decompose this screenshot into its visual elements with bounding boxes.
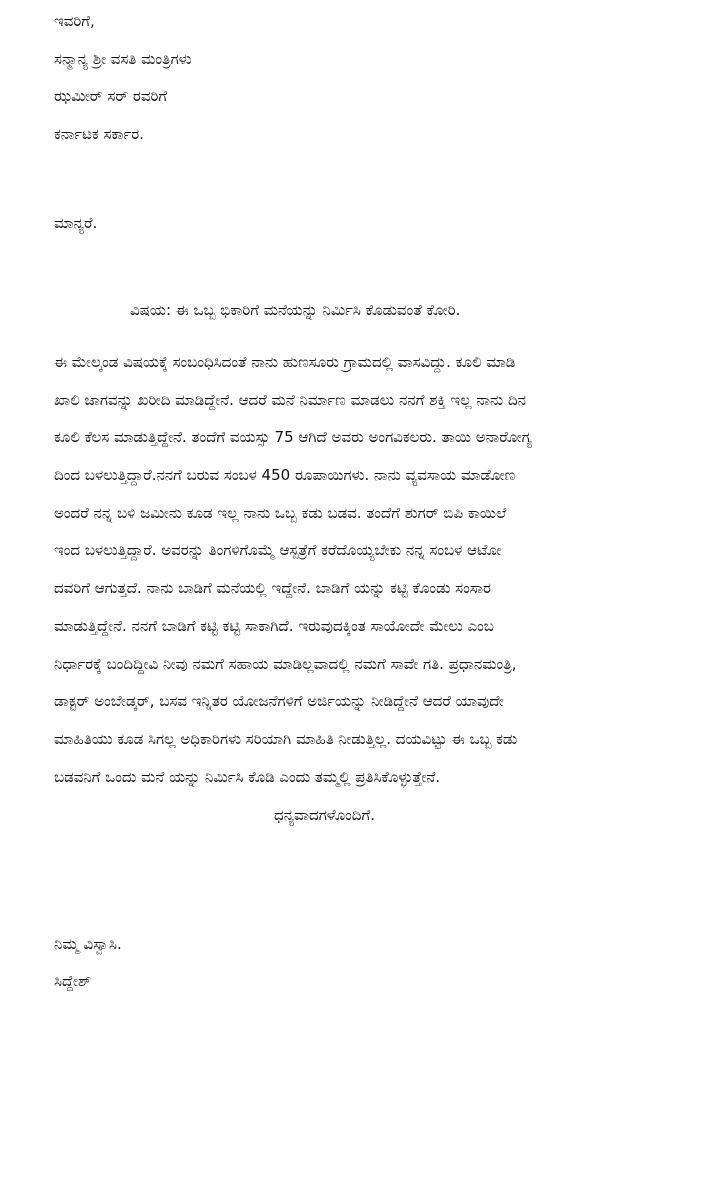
body-line-3: ಕೂಲಿ ಕೆಲಸ ಮಾಡುತ್ತಿದ್ದೇನೆ. ತಂದೆಗೆ ವಯಸ್ಸು 75 ಆಗಿದೆ ಅವರು ಅಂಗವಿಕಲರು. ತಾಯಿ ಅನಾರೋಗ್ಯ — [54, 428, 532, 447]
body-line-6: ಇಂದ ಬಳಲುತ್ತಿದ್ದಾರೆ. ಅವರನ್ನು ತಿಂಗಳಿಗೊಮ್ಮೆ ಆಸ್ಪತ್ರೆಗೆ ಕರೆದೊಯ್ಯಬೇಕು ನನ್ನ ಸಂಬಳ ಆಟೋ — [54, 541, 502, 560]
recipient-line-3: ಝಮೀರ್ ಸರ್ ರವರಿಗೆ — [54, 87, 168, 105]
body-line-7: ದವರಿಗೆ ಆಗುತ್ತದೆ. ನಾನು ಬಾಡಿಗೆ ಮನೆಯಲ್ಲಿ ಇದ್ದೇನೆ. ಬಾಡಿಗೆ ಯನ್ನು ಕಟ್ಟಿ ಕೊಂಡು ಸಂಸಾರ — [54, 579, 491, 598]
body-line-12: ಬಡವನಿಗೆ ಒಂದು ಮನೆ ಯನ್ನು ನಿರ್ಮಿಸಿ ಕೊಡಿ ಎಂದು ತಮ್ಮಲ್ಲಿ ಪ್ರತಿಸಿಕೊಳ್ಳುತ್ತೇನೆ. — [54, 767, 441, 786]
signature-name: ಸಿದ್ದೇಶ್ — [54, 972, 92, 990]
letter-body — [54, 344, 674, 796]
body-line-5: ಅಂದರೆ ನನ್ನ ಬಳಿ ಜಮೀನು ಕೂಡ ಇಲ್ಲ ನಾನು ಒಬ್ಬ ಕಡು ಬಡವ. ತಂದೆಗೆ ಶುಗರ್ ಬಿಪಿ ಕಾಯಿಲೆ — [54, 503, 507, 522]
closing-line: ನಿಮ್ಮ ವಿಸ್ವಾಸಿ. — [54, 935, 122, 953]
body-line-9: ನಿರ್ಧಾರಕ್ಕೆ ಬಂದಿದ್ದೀವಿ ನೀವು ನಮಗೆ ಸಹಾಯ ಮಾಡಿಲ್ಲವಾದಲ್ಲಿ ನಮಗೆ ಸಾವೇ ಗತಿ. ಪ್ರಧಾನಮಂತ್ರಿ, — [54, 654, 517, 673]
body-line-8: ಮಾಡುತ್ತಿದ್ದೇನೆ. ನನಗೆ ಬಾಡಿಗೆ ಕಟ್ಟಿ ಕಟ್ಟಿ ಸಾಕಾಗಿದೆ. ಇರುವುದಕ್ಕಿಂತ ಸಾಯೋದೇ ಮೇಲು ಎಂಬ — [54, 616, 494, 635]
recipient-line-2: ಸನ್ಮಾನ್ಯ ಶ್ರೀ ವಸತಿ ಮಂತ್ರಿಗಳು — [54, 50, 192, 68]
recipient-line-4: ಕರ್ನಾಟಕ ಸರ್ಕಾರ. — [54, 125, 144, 143]
recipient-line-1: ಇವರಿಗೆ, — [54, 12, 95, 30]
body-line-4: ದಿಂದ ಬಳಲುತ್ತಿದ್ದಾರೆ.ನನಗೆ ಬರುವ ಸಂಬಳ 450 ರೂಪಾಯಿಗಳು. ನಾನು ವ್ಯವಸಾಯ ಮಾಡೋಣ — [54, 466, 516, 485]
salutation: ಮಾನ್ಯರೆ. — [54, 214, 98, 232]
subject-line: ವಿಷಯ: ಈ ಒಬ್ಬ ಭಿಕಾರಿಗೆ ಮನೆಯನ್ನು ನಿರ್ಮಿಸಿ ಕೊಡುವಂತೆ ಕೋರಿ. — [130, 301, 461, 319]
body-line-1: ಈ ಮೇಲ್ಕಂಡ ವಿಷಯಕ್ಕೆ ಸಂಬಂಧಿಸಿದಂತೆ ನಾನು ಹುಣಸೂರು ಗ್ರಾಮದಲ್ಲಿ ವಾಸವಿದ್ದು. ಕೂಲಿ ಮಾಡಿ — [54, 353, 516, 371]
body-line-2: ಖಾಲಿ ಜಾಗವನ್ನು ಖರೀದಿ ಮಾಡಿದ್ದೇನೆ. ಆದರೆ ಮನೆ ನಿರ್ಮಾಣ ಮಾಡಲು ನನಗೆ ಶಕ್ತಿ ಇಲ್ಲ ನಾನು ದಿನ — [54, 390, 526, 409]
body-line-10: ಡಾಕ್ಟರ್ ಅಂಬೇಡ್ಕರ್, ಬಸವ ಇನ್ನಿತರ ಯೋಜನೆಗಳಿಗೆ ಅರ್ಜಿಯನ್ನು ನೀಡಿದ್ದೇನೆ ಆದರೆ ಯಾವುದೇ — [54, 692, 504, 711]
body-line-11: ಮಾಹಿತಿಯು ಕೂಡ ಸಿಗಲ್ಲ ಅಧಿಕಾರಿಗಳು ಸರಿಯಾಗಿ ಮಾಹಿತಿ ನೀಡುತ್ತಿಲ್ಲ. ದಯವಿಟ್ಟು ಈ ಒಬ್ಬ ಕಡು — [54, 729, 518, 748]
thanks-line: ಧನ್ಯವಾದಗಳೊಂದಿಗೆ. — [274, 806, 375, 824]
